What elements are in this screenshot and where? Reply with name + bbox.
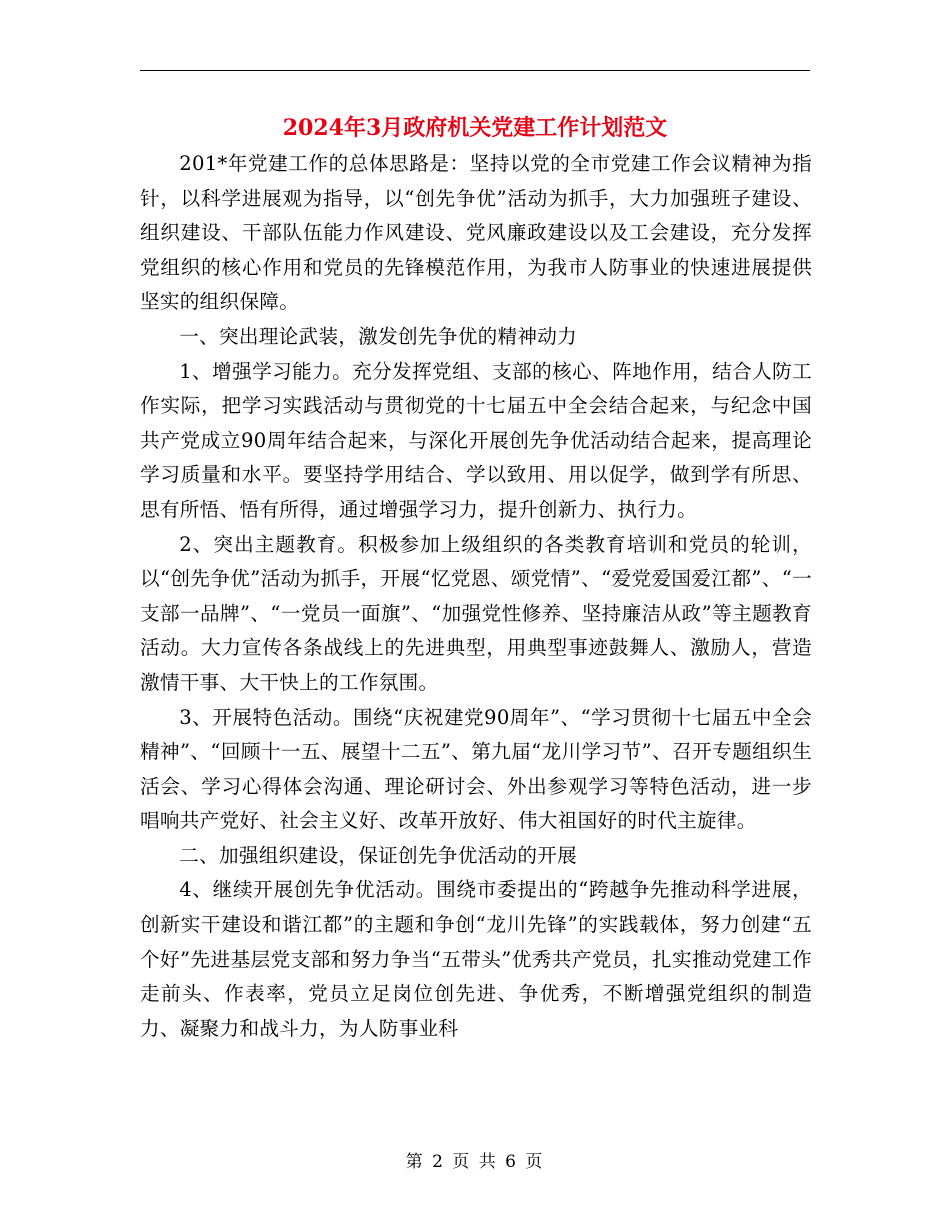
document-title: 2024年3月政府机关党建工作计划范文 — [282, 115, 668, 141]
paragraph-item-2: 2、突出主题教育。积极参加上级组织的各类教育培训和党员的轮训，以“创先争优”活动为抓手，开展“忆党恩、颂党情”、“爱党爱国爱江都”、“一支部一品牌”、“一党员一面旗”、“加强党性修养、坚持廉洁从政”等主题教育活动。大力宣传各条战线上的先进典型，用典型事迹鼓舞人、激励人，营造激情干事、大干快上的工作氛围。 — [140, 532, 812, 694]
paragraph-item-1: 1、增强学习能力。充分发挥党组、支部的核心、阵地作用，结合人防工作实际，把学习实践活动与贯彻党的十七届五中全会结合起来，与纪念中国共产党成立90周年结合起来，与深化开展创先争优活动结合起来，提高理论学习质量和水平。要坚持学用结合、学以致用、用以促学，做到学有所思、思有所悟、悟有所得，通过增强学习力，提升创新力、执行力。 — [140, 359, 812, 521]
section-heading-2: 二、加强组织建设，保证创先争优活动的开展 — [179, 843, 578, 867]
document-body — [140, 147, 812, 1046]
section-heading-1: 一、突出理论武装，激发创先争优的精神动力 — [179, 324, 578, 348]
paragraph-item-4: 4、继续开展创先争优活动。围绕市委提出的“跨越争先推动科学进展，创新实干建设和谐江都”的主题和争创“龙川先锋”的实践载体，努力创建“五个好”先进基层党支部和努力争当“五带头”优秀共产党员，扎实推动党建工作走前头、作表率，党员立足岗位创先进、争优秀，不断增强党组织的制造力、凝聚力和战斗力，为人防事业科 — [140, 878, 812, 1040]
paragraph-item-3: 3、开展特色活动。围绕“庆祝建党90周年”、“学习贯彻十七届五中全会精神”、“回顾十一五、展望十二五”、第九届“龙川学习节”、召开专题组织生活会、学习心得体会沟通、理论研讨会、外出参观学习等特色活动，进一步唱响共产党好、社会主义好、改革开放好、伟大祖国好的时代主旋律。 — [140, 705, 812, 833]
page-number-footer: 第 2 页 共 6 页 — [405, 1152, 545, 1172]
paragraph-intro: 201*年党建工作的总体思路是：坚持以党的全市党建工作会议精神为指针，以科学进展观为指导，以“创先争优”活动为抓手，大力加强班子建设、组织建设、干部队伍能力作风建设、党风廉政建设以及工会建设，充分发挥党组织的核心作用和党员的先锋模范作用，为我市人防事业的快速进展提供坚实的组织保障。 — [140, 152, 812, 314]
header-rule — [140, 70, 810, 71]
